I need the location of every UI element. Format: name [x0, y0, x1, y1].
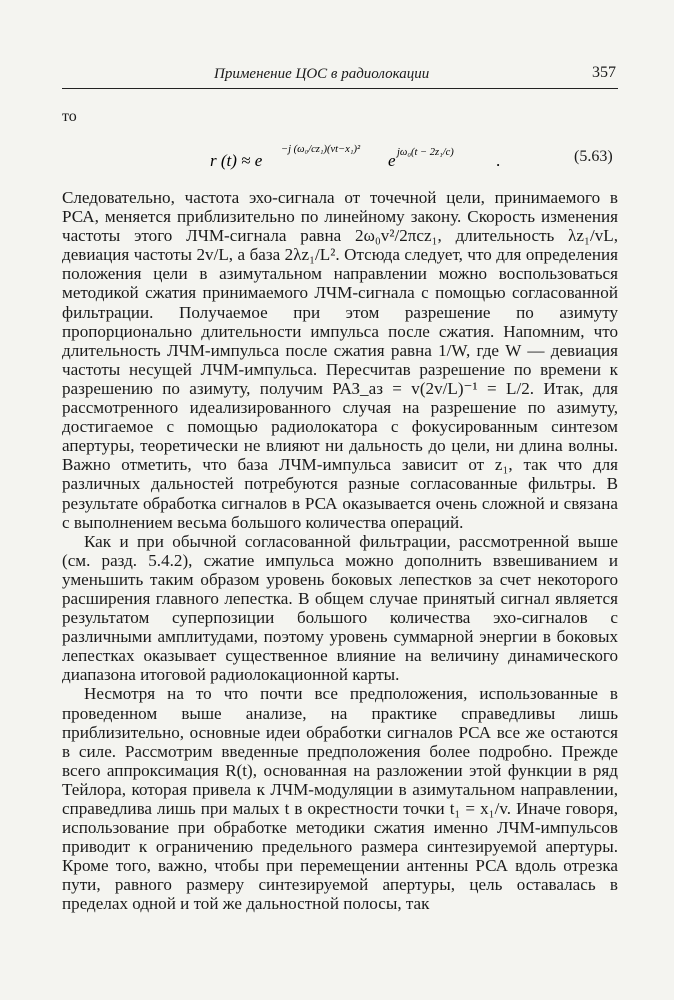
equation-exponent-2: jω₀(t − 2z₁/c) [397, 147, 454, 158]
body-text [62, 188, 618, 914]
paragraph-2: Как и при обычной согласованной фильтрации, рассмотренной выше (см. разд. 5.4.2), сжатие импульса можно дополнить взвешиванием и уменьшить таким образом уровень боковых лепестков за счет некоторого расширения главного лепестка. В общем случае принятый сигнал является результатом суперпозиции большого количества эхо-сигналов с различными амплитудами, поэтому уровень суммарной энергии в боковых лепестках оказывает существенное влияние на величину динамического диапазона итоговой радиолокационной карты. [62, 531, 618, 685]
equation-exponent-1: −j (ω₀/cz₁)(vt−x₁)² [281, 144, 361, 155]
equation-lhs: r (t) ≈ e [210, 151, 263, 170]
header-title: Применение ЦОС в радиолокации [214, 66, 430, 82]
page-number: 357 [592, 64, 616, 81]
intro-word: то [62, 108, 77, 125]
equation-dot: . [496, 151, 501, 170]
paragraph-1: Следовательно, частота эхо-сигнала от точечной цели, принимаемого в РСА, меняется приблизительно по линейному закону. Скорость изменения частоты этого ЛЧМ-сигнала равна 2ω₀v²/2πcz₁, длительность λz₁/vL, девиация частоты 2v/L, а база 2λz₁/L². Отсюда следует, что для определения положения цели в азимутальном направлении можно воспользоваться методикой сжатия принимаемого ЛЧМ-сигнала с помощью согласованной фильтрации. Получаемое при этом разрешение по азимуту пропорционально длительности импульса после сжатия. Напомним, что длительность ЛЧМ-импульса после сжатия равна 1/W, где W — девиация частоты несущей ЛЧМ-импульса. Пересчитав разрешение по времени к разрешению по азимуту, получим РАЗ_аз = v(2v/L)⁻¹ = L/2. Итак, для рассмотренного идеализированного случая на разрешение по азимуту, достигаемое с помощью радиолокатора с фокусированным синтезом апертуры, теоретически не влияют ни дальность до цели, ни длина волны. Важно отметить, что база ЛЧМ-импульса зависит от z₁, так что для различных дальностей потребуются разные согласованные фильтры. В результате обработка сигналов в РСА оказывается очень сложной и связана с выполнением весьма большого количества операций. [62, 188, 618, 532]
paragraph-3: Несмотря на то что почти все предположения, использованные в проведенном выше анализе, на практике справедливы лишь приблизительно, основные идеи обработки сигналов РСА все же остаются в силе. Рассмотрим введенные предположения более подробно. Прежде всего аппроксимация R(t), основанная на разложении этой функции в ряд Тейлора, которая привела к ЛЧМ-модуляции в азимутальном направлении, справедлива лишь при малых t в окрестности точки t₁ = x₁/v. Иначе говоря, использование при обработке методики сжатия именно ЛЧМ-импульсов приводит к ограничению предельного размера синтезируемой апертуры. Кроме того, важно, чтобы при перемещении антенны РСА вдоль отрезка пути, равного размеру синтезируемой апертуры, цель оставалась в пределах одной и той же дальностной полосы, так [62, 684, 618, 914]
equation-number: (5.63) [574, 148, 613, 165]
equation-5-63 [210, 136, 630, 186]
equation-mid: e [388, 151, 396, 170]
running-header [62, 64, 618, 89]
